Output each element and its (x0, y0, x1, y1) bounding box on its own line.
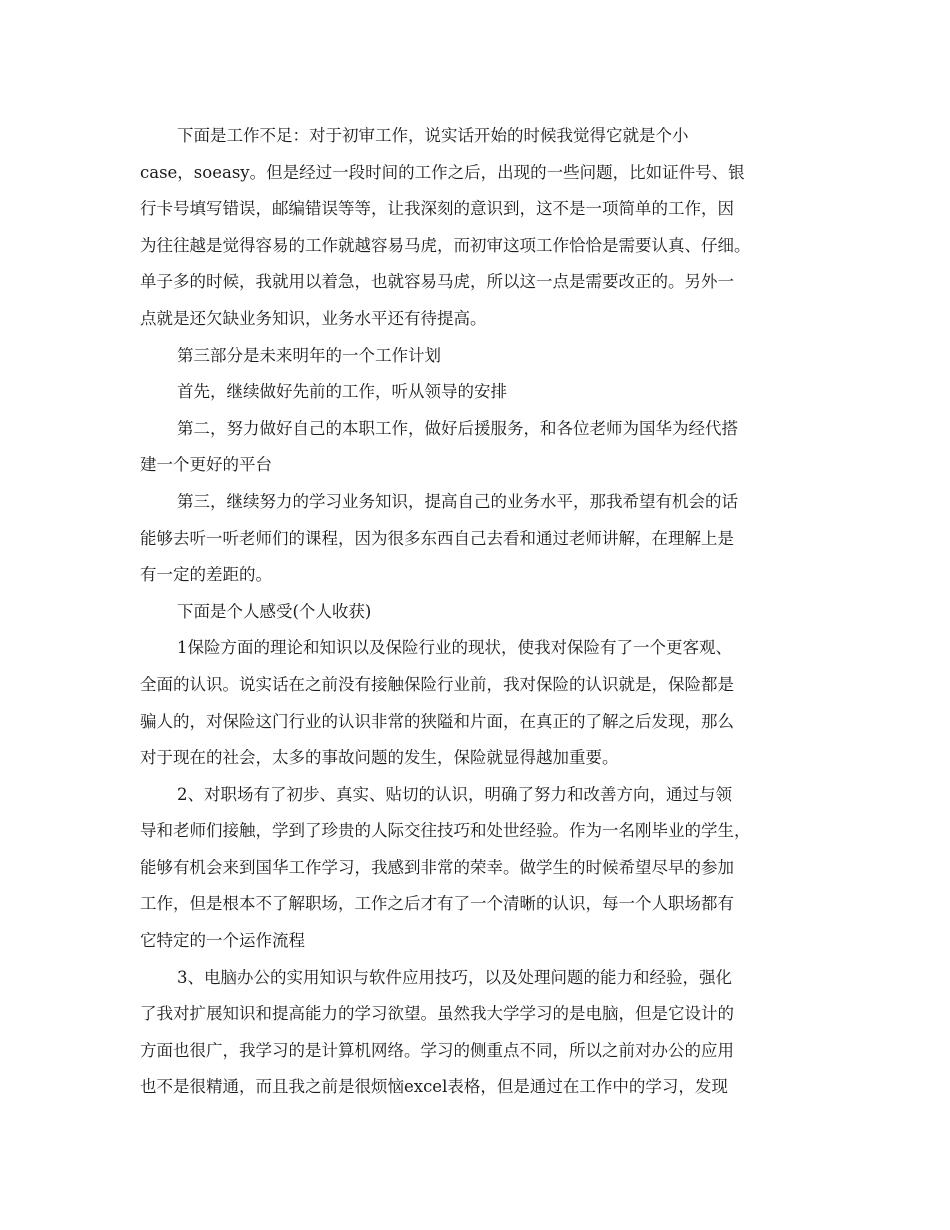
text-line (140, 1033, 820, 1070)
text-line (140, 557, 820, 594)
text-line (140, 374, 820, 411)
text-line-content: 建一个更好的平台 (140, 455, 272, 475)
document-body (140, 118, 820, 1106)
text-line (140, 521, 820, 558)
text-line (140, 740, 820, 777)
text-line-content: 导和老师们接触，学到了珍贵的人际交往技巧和处世经验。作为一名刚毕业的学生， (140, 821, 751, 841)
text-line-content: 骗人的，对保险这门行业的认识非常的狭隘和片面，在真正的了解之后发现，那么 (140, 711, 734, 731)
text-line-content: 能够有机会来到国华工作学习，我感到非常的荣幸。做学生的时候希望尽早的参加 (140, 857, 734, 877)
text-line (140, 228, 820, 265)
text-line (140, 996, 820, 1033)
section-heading (140, 338, 820, 375)
section-heading (140, 594, 820, 631)
text-line-content: 它特定的一个运作流程 (140, 931, 305, 951)
text-line (140, 704, 820, 741)
text-line-content: 首先，继续做好先前的工作，听从领导的安排 (177, 382, 507, 402)
text-line (140, 484, 820, 521)
text-line (140, 191, 820, 228)
text-line-content: 为往往越是觉得容易的工作就越容易马虎，而初审这项工作恰恰是需要认真、仔细。 (140, 235, 751, 255)
text-line (140, 850, 820, 887)
text-line-content: 全面的认识。说实话在之前没有接触保险行业前，我对保险的认识就是，保险都是 (140, 674, 734, 694)
text-line-content: 行卡号填写错误，邮编错误等等，让我深刻的意识到，这不是一项简单的工作，因 (140, 199, 734, 219)
text-line-content: 对于现在的社会，太多的事故问题的发生，保险就显得越加重要。 (140, 748, 619, 768)
text-line-content: 方面也很广，我学习的是计算机网络。学习的侧重点不同，所以之前对办公的应用 (140, 1040, 734, 1060)
text-line-content: 下面是个人感受(个人收获) (177, 601, 372, 621)
text-line-content: 能够去听一听老师们的课程，因为很多东西自己去看和通过老师讲解，在理解上是 (140, 528, 734, 548)
text-line (140, 886, 820, 923)
text-line-content: 有一定的差距的。 (140, 565, 272, 585)
text-line (140, 923, 820, 960)
text-line-content: 1保险方面的理论和知识以及保险行业的现状，使我对保险有了一个更客观、 (177, 638, 732, 658)
text-line-content: 单子多的时候，我就用以着急，也就容易马虎，所以这一点是需要改正的。另外一 (140, 272, 734, 292)
text-line-content: 3、电脑办公的实用知识与软件应用技巧，以及处理问题的能力和经验，强化 (177, 967, 732, 987)
text-line (140, 667, 820, 704)
text-line (140, 447, 820, 484)
text-line-content: 第三，继续努力的学习业务知识，提高自己的业务水平，那我希望有机会的话 (177, 491, 738, 511)
text-line-content: 2、对职场有了初步、真实、贴切的认识，明确了努力和改善方向，通过与领 (177, 784, 732, 804)
text-line-content: 点就是还欠缺业务知识，业务水平还有待提高。 (140, 308, 487, 328)
text-line-content: 了我对扩展知识和提高能力的学习欲望。虽然我大学学习的是电脑，但是它设计的 (140, 1004, 734, 1024)
text-line (140, 960, 820, 997)
text-line (140, 264, 820, 301)
text-line (140, 777, 820, 814)
text-line-content: 下面是工作不足：对于初审工作，说实话开始的时候我觉得它就是个小 (177, 126, 689, 145)
text-line (140, 813, 820, 850)
text-line (140, 118, 820, 155)
text-line-content: case，soeasy。但是经过一段时间的工作之后，出现的一些问题，比如证件号、银 (140, 162, 745, 182)
text-line (140, 411, 820, 448)
text-line-content: 也不是很精通，而且我之前是很烦恼excel表格，但是通过在工作中的学习，发现 (140, 1077, 728, 1097)
text-line (140, 1069, 820, 1106)
text-line (140, 630, 820, 667)
text-line (140, 155, 820, 192)
text-line-content: 第三部分是未来明年的一个工作计划 (177, 345, 441, 365)
text-line (140, 301, 820, 338)
text-line-content: 工作，但是根本不了解职场，工作之后才有了一个清晰的认识，每一个人职场都有 (140, 894, 734, 914)
text-line-content: 第二，努力做好自己的本职工作，做好后援服务，和各位老师为国华为经代搭 (177, 418, 738, 438)
